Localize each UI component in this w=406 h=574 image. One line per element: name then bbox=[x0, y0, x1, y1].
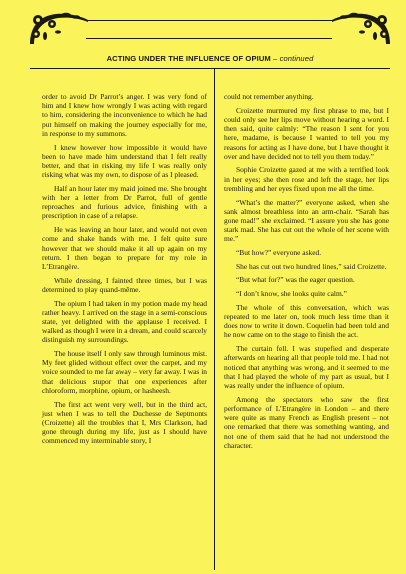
header-title: ACTING UNDER THE INFLUENCE OF OPIUM bbox=[106, 54, 271, 63]
left-column bbox=[42, 92, 207, 450]
paragraph: Croizette murmured my first phrase to me, but I could only see her lips move without hearing a word. I then said, quite calmly: “The reason I sent for you here, madame, is because I wanted to tell you my reasons for acting as I have done, but I have thought it over and have decided not to tell you them today.” bbox=[224, 105, 389, 161]
header-rule-top bbox=[86, 20, 332, 21]
paragraph: order to avoid Dr Parrot’s anger. I was very fond of him and I knew how wrongly I was acting with regard to him, considering the inconvenience to which he had put himself on making the journey especially for me, in response to my summons. bbox=[42, 92, 207, 138]
paragraph: “But what for?” was the eager question. bbox=[236, 275, 355, 285]
paragraph: While dressing, I fainted three times, but I was determined to play quand-même. bbox=[42, 275, 207, 294]
floral-corner-ornament-right-icon bbox=[330, 10, 392, 46]
paragraph: I knew however how impossible it would have been to have made him understand that I felt really better, and that in risking my life I was really only risking what was my own, to dispose of as I pleased. bbox=[42, 142, 207, 180]
paragraph: Among the spectators who saw the first performance of L’Etrangère in London – and there were quite as many French as English present – not one remarked that there was something wanting, and not one of them said that he had not understood the character. bbox=[224, 394, 389, 450]
paragraph: The whole of this conversation, which was repeated to me later on, took much less time than it does now to write it down. Coquelin had been told and he now came on to the stage to finish the act. bbox=[224, 302, 389, 340]
paragraph: Sophie Croizette gazed at me with a terrified look in her eyes; she then rose and left the stage, her lips trembling and her eyes fixed upon me all the time. bbox=[224, 165, 389, 193]
paragraph: The opium I had taken in my potion made my head rather heavy. I arrived on the stage in a semi-conscious state, yet delighted with the applause I received. I walked as though I were in a dream, and could scarcely distinguish my surroundings. bbox=[42, 298, 208, 345]
floral-corner-ornament-left-icon bbox=[28, 10, 90, 46]
paragraph: She has cut out two hundred lines,” said Croizette. bbox=[236, 261, 387, 271]
paragraph: The curtain fell. I was stupefied and desperate afterwards on hearing all that people told me. I had not noticed that anything was wrong, and it seemed to me that I had played the whole of my part as usual, but I was really under the influence of opium. bbox=[224, 344, 389, 390]
paragraph: “But how?” everyone asked. bbox=[236, 248, 322, 258]
paragraph: Half an hour later my maid joined me. She brought with her a letter from Dr Parrot, full of gentle reproaches and furious advice, finishing with a prescription in case of a relapse. bbox=[42, 183, 207, 221]
running-header bbox=[30, 54, 390, 63]
header-divider bbox=[30, 68, 390, 69]
right-column bbox=[224, 92, 389, 454]
column-divider bbox=[214, 68, 215, 570]
paragraph: The house itself I only saw through luminous mist. My feet glided without effect over the carpet, and my voice sounded to me far away – very far away. I was in that delicious stupor that one experiences after chloroform, morphine, opium, or hasheesh. bbox=[42, 349, 207, 395]
header-continued: – continued bbox=[270, 54, 314, 63]
paragraph: “I don’t know, she looks quite calm.” bbox=[236, 289, 347, 299]
header-rule-bottom bbox=[86, 38, 332, 39]
paragraph: “What’s the matter?” everyone asked, when she sank almost breathless into an arm-chair. “Sarah has gone mad!” she exclaimed. “I assure you she has gone stark mad. She has cut out the whole of her scene with me.” bbox=[224, 197, 389, 244]
paragraph: He was leaving an hour later, and would not even come and shake hands with me. I felt quite sure however that we should make it all up again on my return. I then began to prepare for my role in L’Etrangère. bbox=[42, 225, 207, 271]
paragraph: could not remember anything. bbox=[224, 92, 314, 101]
paragraph: The first act went very well, but in the third act, just when I was to tell the Duchesse de Septmonts (Croizette) all the troubles that I, Mrs Clarkson, had gone through during my life, just as I should have commenced my interminable story, I bbox=[42, 399, 207, 446]
